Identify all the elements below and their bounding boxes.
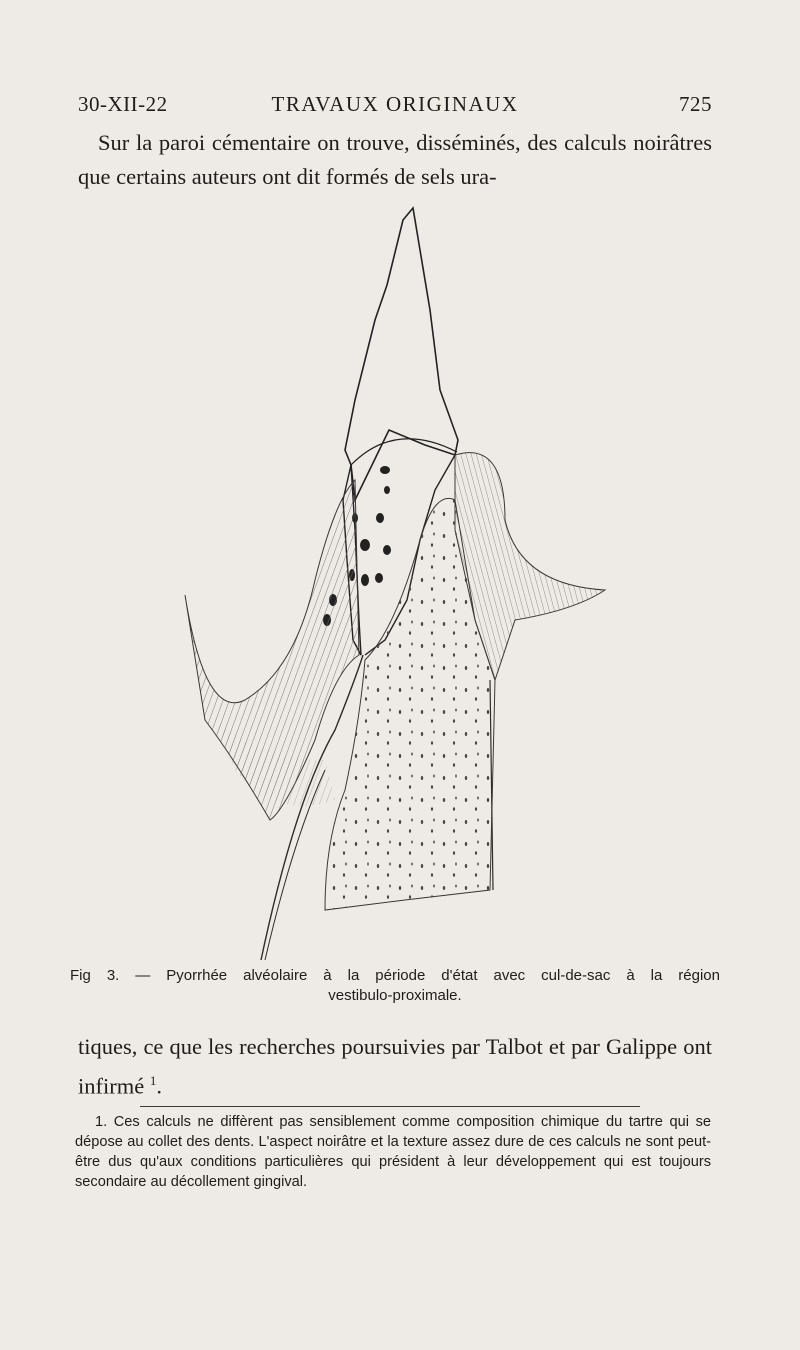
paragraph-bottom-end: .	[156, 1073, 162, 1099]
caption-line-2: vestibulo-proximale.	[328, 987, 462, 1004]
tooth-crown	[345, 208, 458, 500]
paragraph-bottom-text: tiques, ce que les recherches poursuivies par Talbot et par Galippe ont infirmé	[78, 1034, 712, 1099]
header-date: 30-XII-22	[78, 92, 168, 116]
footnote-divider	[140, 1106, 640, 1107]
footnote-reference: 1	[149, 1073, 157, 1088]
caption-line-1: Fig 3. — Pyorrhée alvéolaire à la période d'état avec cul-de-sac à la région	[70, 967, 720, 984]
tooth-gum-drawing	[175, 200, 615, 970]
footnote: 1. Ces calculs ne diffèrent pas sensiblement comme composition chimique du tartre qui se dépose au collet des dents. L'aspect noirâtre et la texture assez dure de ces calculs ne sont peut-être dus qu'aux conditions particulières qui président à leur développement qui est toujours secondaire au décollement gingival.	[75, 1114, 711, 1190]
figure-illustration	[175, 200, 615, 970]
header-section-title: TRAVAUX ORIGINAUX	[271, 92, 519, 116]
paragraph-bottom	[78, 1030, 712, 1104]
paragraph-top: Sur la paroi cémentaire on trouve, disséminés, des calculs noirâtres que certains auteurs ont dit formés de sels ura-	[78, 130, 712, 189]
figure-caption	[70, 966, 720, 1006]
page-number: 725	[679, 92, 712, 116]
running-head	[78, 92, 712, 122]
